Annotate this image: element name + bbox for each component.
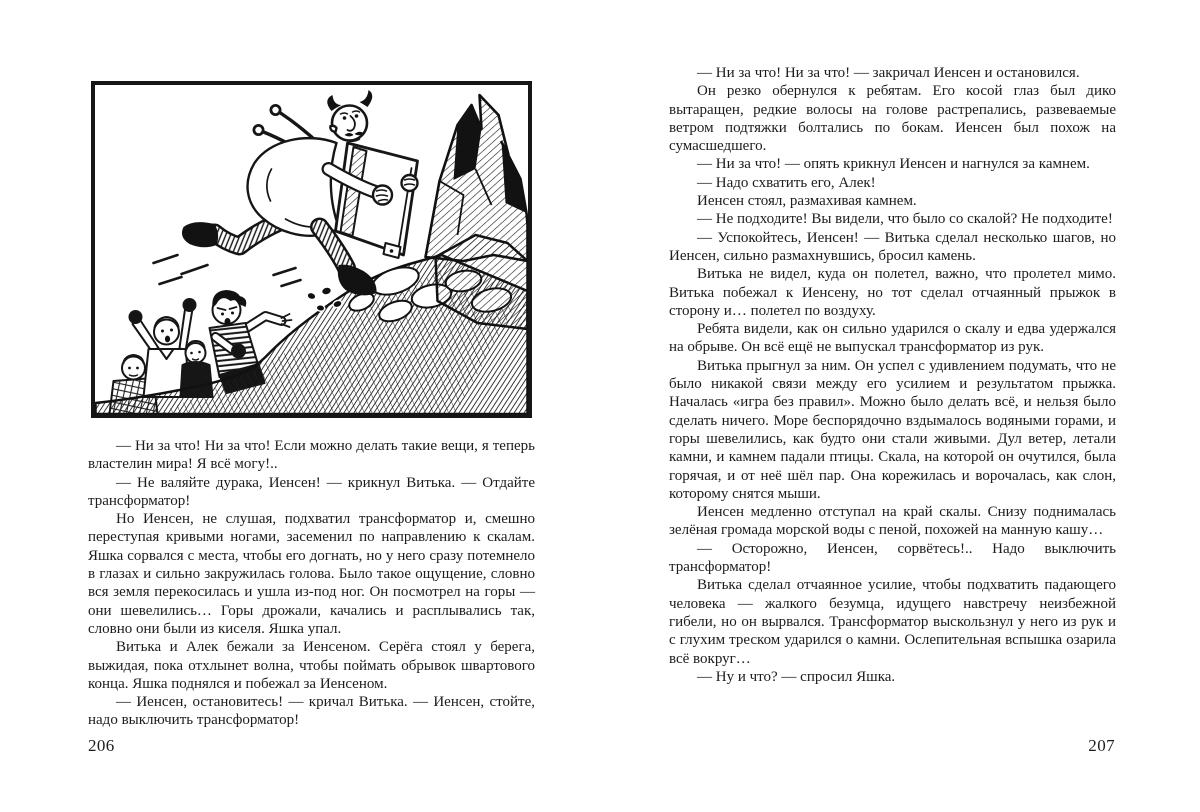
page-number-right: 207	[1088, 736, 1115, 755]
page-number-left: 206	[88, 736, 115, 755]
paragraph: — Иенсен, остановитесь! — кричал Витька. — Иенсен, стойте, надо выключить трансформатор!	[88, 694, 535, 729]
paragraph: — Надо схватить его, Алек!	[697, 174, 876, 191]
paragraph: Витька прыгнул за ним. Он успел с удивлением подумать, что не было никакой связи между его усилием и результатом прыжка. Началась «игра без правил». Можно было делать всё, и нельзя было сделать ничего. Море беспорядочно вздымалось водяными горами, и горы шевелились, как будто они стали живыми. Дул ветер, летали камни, и камнем падали птицы. Скала, на которой он очутился, была горячая, и от неё шёл пар. Она корежилась и ворочалась, как слон, которому снятся мыши.	[669, 357, 1116, 502]
illustration-drawing	[95, 85, 528, 414]
right-page-text	[669, 64, 1116, 686]
paragraph: — Осторожно, Иенсен, сорвётесь!.. Надо выключить трансформатор!	[669, 540, 1116, 576]
paragraph: Иенсен медленно отступал на край скалы. Снизу поднималась зелёная громада морской воды с пеной, похожей на манную кашу…	[669, 504, 1116, 539]
paragraph: Но Иенсен, не слушая, подхватил трансформатор и, смешно переступая кривыми ногами, засеменил по направлению к скалам. Яшка сорвался с места, чтобы его догнать, но у него сразу потемнело в глазах и сильно закружилась голова. Было такое ощущение, словно вся земля перекосилась и ушла из-под ног. Он посмотрел на горы — они шевелились… Горы дрожали, качались и расплывались так, словно они были из киселя. Яшка упал.	[88, 511, 535, 637]
left-page-text	[88, 437, 535, 730]
paragraph: Ребята видели, как он сильно ударился о скалу и едва удержался на обрыве. Он всё ещё не выпускал трансформатор из рук.	[669, 321, 1116, 356]
paragraph: — Не валяйте дурака, Иенсен! — крикнул Витька. — Отдайте трансформатор!	[88, 474, 535, 509]
paragraph: — Ни за что! — опять крикнул Иенсен и нагнулся за камнем.	[697, 156, 1090, 173]
book-illustration	[91, 81, 532, 418]
motion-dashes	[154, 255, 301, 286]
paragraph: Он резко обернулся к ребятам. Его косой глаз был дико вытаращен, редкие волосы на голове растрепались, развеваемые ветром подтяжки болтались по бокам. Иенсен был похож на сумасшедшего.	[669, 83, 1116, 155]
paragraph: — Ну и что? — спросил Яшка.	[697, 668, 896, 685]
paragraph: — Не подходите! Вы видели, что было со скалой? Не подходите!	[697, 211, 1113, 228]
page-right	[669, 64, 1116, 794]
paragraph: — Успокойтесь, Иенсен! — Витька сделал несколько шагов, но Иенсен, сильно размахнувшись, бросил камень.	[669, 229, 1116, 264]
paragraph: Иенсен стоял, размахивая камнем.	[697, 193, 917, 210]
paragraph: Витька сделал отчаянное усилие, чтобы подхватить падающего человека — жалкого безумца, идущего навстречу неизбежной гибели, но он вырвался. Трансформатор выскользнул у него из рук и с глухим треском ударился о камни. Ослепительная вспышка озарила всё вокруг…	[669, 577, 1116, 667]
paragraph: — Ни за что! Ни за что! Если можно делать такие вещи, я теперь властелин мира! Я всё могу!..	[88, 438, 535, 473]
paragraph: — Ни за что! Ни за что! — закричал Иенсен и остановился.	[697, 65, 1080, 81]
man-figure	[182, 90, 418, 295]
page-left	[88, 81, 535, 793]
paragraph: Витька не видел, куда он полетел, важно, что пролетел мимо. Витька побежал к Иенсену, но тот сделал отчаянный прыжок в сторону и… полетел по воздуху.	[669, 266, 1116, 319]
paragraph: Витька и Алек бежали за Иенсеном. Серёга стоял у берега, выжидая, пока отхлынет волна, чтобы поймать обрывок швартового конца. Яшка поднялся и побежал за Иенсеном.	[88, 639, 535, 692]
